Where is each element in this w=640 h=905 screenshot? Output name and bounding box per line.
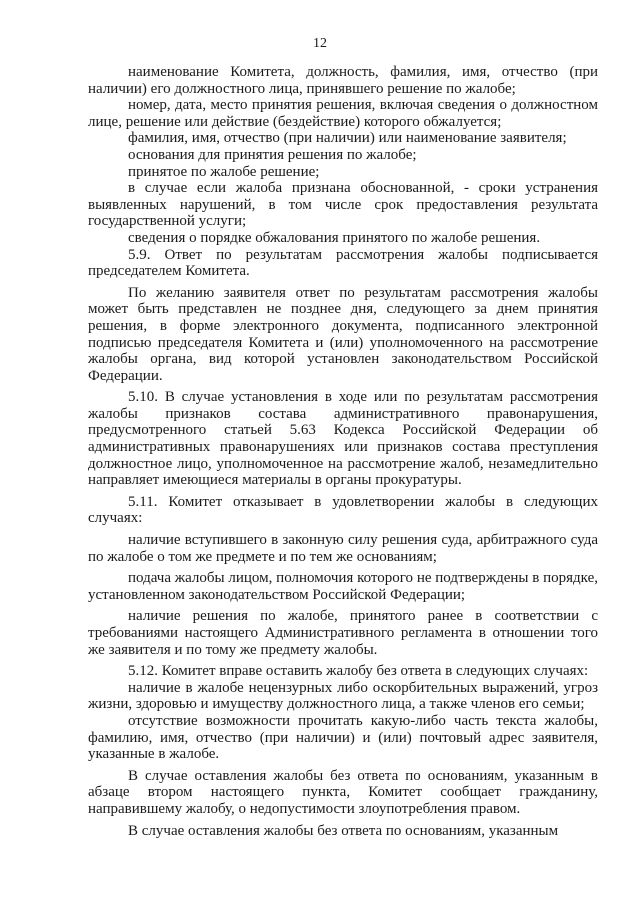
paragraph: фамилия, имя, отчество (при наличии) или наименование заявителя; bbox=[128, 130, 567, 147]
paragraph: В случае оставления жалобы без ответа по основаниям, указанным в абзаце втором настоящего пункта, Комитет сообщает гражданину, направившему жалобу, о недопустимости злоупотребления правом. bbox=[88, 767, 598, 817]
paragraph: отсутствие возможности прочитать какую-либо часть текста жалобы, фамилию, имя, отчество (при наличии) и (или) почтовый адрес заявителя, указанные в жалобе. bbox=[88, 712, 598, 763]
paragraph: номер, дата, место принятия решения, включая сведения о должностном лице, решение или действие (бездействие) которого обжалуется; bbox=[88, 97, 598, 130]
page-number: 12 bbox=[313, 36, 327, 51]
paragraph: наименование Комитета, должность, фамилия, имя, отчество (при наличии) его должностного лица, принявшего решение по жалобе; bbox=[88, 64, 598, 97]
paragraph: наличие решения по жалобе, принятого ранее в соответствии с требованиями настоящего Административного регламента в отношении того же заявителя и по тому же предмету жалобы. bbox=[88, 608, 598, 658]
paragraph: принятое по жалобе решение; bbox=[128, 163, 320, 180]
paragraph: основания для принятия решения по жалобе; bbox=[128, 146, 417, 163]
paragraph: По желанию заявителя ответ по результатам рассмотрения жалобы может быть представлен не позднее дня, следующего за днем принятия решения, в форме электронного документа, подписанного электронной подписью председателя Комитета и (или) уполномоченного на рассмотрение жалобы органа, вид которой установлен законодательством Российской Федерации. bbox=[88, 284, 598, 384]
paragraph: 5.12. Комитет вправе оставить жалобу без ответа в следующих случаях: bbox=[128, 663, 589, 680]
paragraph: наличие вступившего в законную силу решения суда, арбитражного суда по жалобе о том же предмете и по тем же основаниям; bbox=[88, 532, 598, 565]
paragraph: наличие в жалобе нецензурных либо оскорбительных выражений, угроз жизни, здоровью и имуществу должностного лица, а также членов его семьи; bbox=[88, 679, 598, 713]
document-body bbox=[88, 64, 598, 839]
paragraph: сведения о порядке обжалования принятого по жалобе решения. bbox=[128, 229, 541, 246]
paragraph: подача жалобы лицом, полномочия которого не подтверждены в порядке, установленном законодательством Российской Федерации; bbox=[88, 570, 598, 603]
paragraph: В случае оставления жалобы без ответа по основаниям, указанным bbox=[128, 822, 559, 839]
paragraph: 5.10. В случае установления в ходе или по результатам рассмотрения жалобы признаков состава административного правонарушения, предусмотренного статьей 5.63 Кодекса Российской Федерации об административных правонарушениях или признаков состава преступления должностное лицо, уполномоченное на рассмотрение жалоб, незамедлительно направляет имеющиеся материалы в органы прокуратуры. bbox=[88, 389, 598, 489]
paragraph: в случае если жалоба признана обоснованной, - сроки устранения выявленных нарушений, в том числе срок предоставления результата государственной услуги; bbox=[88, 180, 598, 230]
paragraph: 5.9. Ответ по результатам рассмотрения жалобы подписывается председателем Комитета. bbox=[88, 246, 598, 280]
paragraph: 5.11. Комитет отказывает в удовлетворении жалобы в следующих случаях: bbox=[88, 493, 598, 527]
